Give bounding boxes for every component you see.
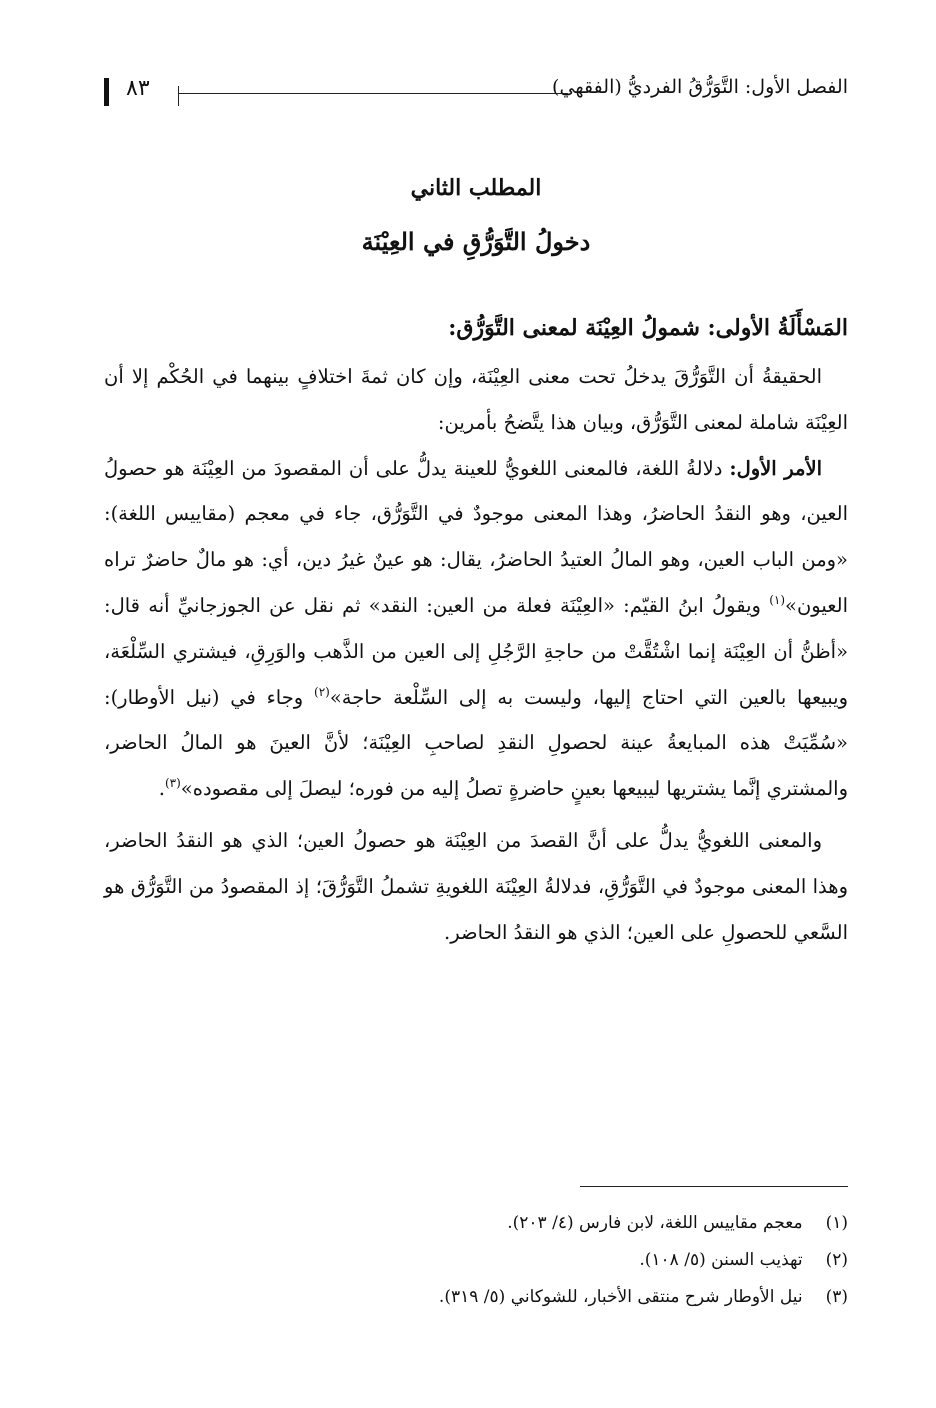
footnote-text: تهذيب السنن (٥/ ١٠٨). xyxy=(639,1250,803,1270)
page-edge-bar xyxy=(104,78,109,106)
footnote-ref-1: (١) xyxy=(769,592,786,607)
footnote-item xyxy=(104,1242,848,1279)
footnote-item xyxy=(104,1279,848,1316)
header-tick xyxy=(178,86,179,106)
paragraph-conclusion: والمعنى اللغويُّ يدلُّ على أنَّ القصدَ من العِيْنَة هو حصولُ العين؛ الذي هو النقدُ الحاضر، وهذا المعنى موجودٌ في التَّوَرُّقِ، فدلالةُ العِيْنَة اللغويةِ تشملُ التَّوَرُّقَ؛ إذ المقصودُ من التَّوَرُّق هو السَّعي للحصولِ على العين؛ الذي هو النقدُ الحاضر. xyxy=(104,828,848,944)
first-matter-text-a: دلالةُ اللغة، فالمعنى اللغويُّ للعينة يدلُّ على أن المقصودَ من العِيْنَة هو حصولُ العين، وهو النقدُ الحاضرُ، وهذا المعنى موجودٌ في التَّوَرُّق، جاء في معجم (مقاييس اللغة): «ومن الباب العين، وهو المالُ العتيدُ الحاضرُ، يقال: هو عينٌ غيرُ دين، أي: هو مالٌ حاضرٌ تراه العيون» xyxy=(104,456,848,617)
header-rule xyxy=(178,93,568,94)
footnote-ref-2: (٢) xyxy=(314,684,330,699)
first-matter-text-c: وجاء في (نيل الأوطار): «سُمِّيَتْ هذه المبايعةُ عينة لحصولِ النقدِ لصاحبِ العِيْنَة؛ لأنَّ العينَ هو المالُ الحاضر، والمشتري إنَّما يشتريها ليبيعها بعينٍ حاضرةٍ تصلُ إليه من فوره؛ ليصلَ إلى مقصوده» xyxy=(104,685,848,801)
paragraph-intro: الحقيقةُ أن التَّوَرُّقَ يدخلُ تحت معنى العِيْنَة، وإن كان ثمةَ اختلافٍ بينهما في الحُكْم إلا أن العِيْنَة شاملة لمعنى التَّوَرُّق، وبيان هذا يتَّضحُ بأمرين: xyxy=(104,365,848,434)
section-title: دخولُ التَّوَرُّقِ في العِيْنَة xyxy=(361,227,591,256)
footnotes xyxy=(104,1205,848,1316)
body-text xyxy=(104,304,848,955)
footnote-item xyxy=(104,1205,848,1242)
footnote-number: (١) xyxy=(825,1213,848,1233)
section-label: المطلب الثاني xyxy=(410,175,542,201)
footnote-ref-3: (٣) xyxy=(164,776,181,791)
footnote-rule xyxy=(580,1186,848,1187)
first-matter-lead: الأمر الأول: xyxy=(729,456,823,480)
first-matter-text-b: ويقولُ ابنُ القيّم: «العِيْنَة فعلة من العين: النقد» ثم نقل عن الجوزجانيِّ أنه قال: «أظنُّ أن العِيْنَة إنما اشْتُقَّتْ من حاجةِ الرَّجُلِ إلى العين من الذَّهب والوَرِقِ، فيشتري السِّلْعَة، ويبيعها بالعين التي احتاج إليها، وليست به إلى السِّلْعة حاجة» xyxy=(104,593,848,709)
running-title: الفصل الأول: التَّوَرُّقُ الفرديُّ (الفقهي) xyxy=(552,76,848,98)
running-header xyxy=(104,72,848,112)
page-number: ٨٣ xyxy=(126,76,150,101)
first-matter-end: . xyxy=(158,777,165,801)
footnote-number: (٣) xyxy=(825,1287,848,1307)
issue-heading: المَسْأَلَةُ الأولى: شمولُ العِيْنَة لمعنى التَّوَرُّق: xyxy=(448,315,848,341)
paragraph-first-matter xyxy=(104,446,848,812)
footnote-text: معجم مقاييس اللغة، لابن فارس (٤/ ٢٠٣). xyxy=(507,1213,803,1233)
footnote-number: (٢) xyxy=(825,1250,848,1270)
footnote-text: نيل الأوطار شرح منتقى الأخبار، للشوكاني (٥/ ٣١٩). xyxy=(438,1287,803,1307)
